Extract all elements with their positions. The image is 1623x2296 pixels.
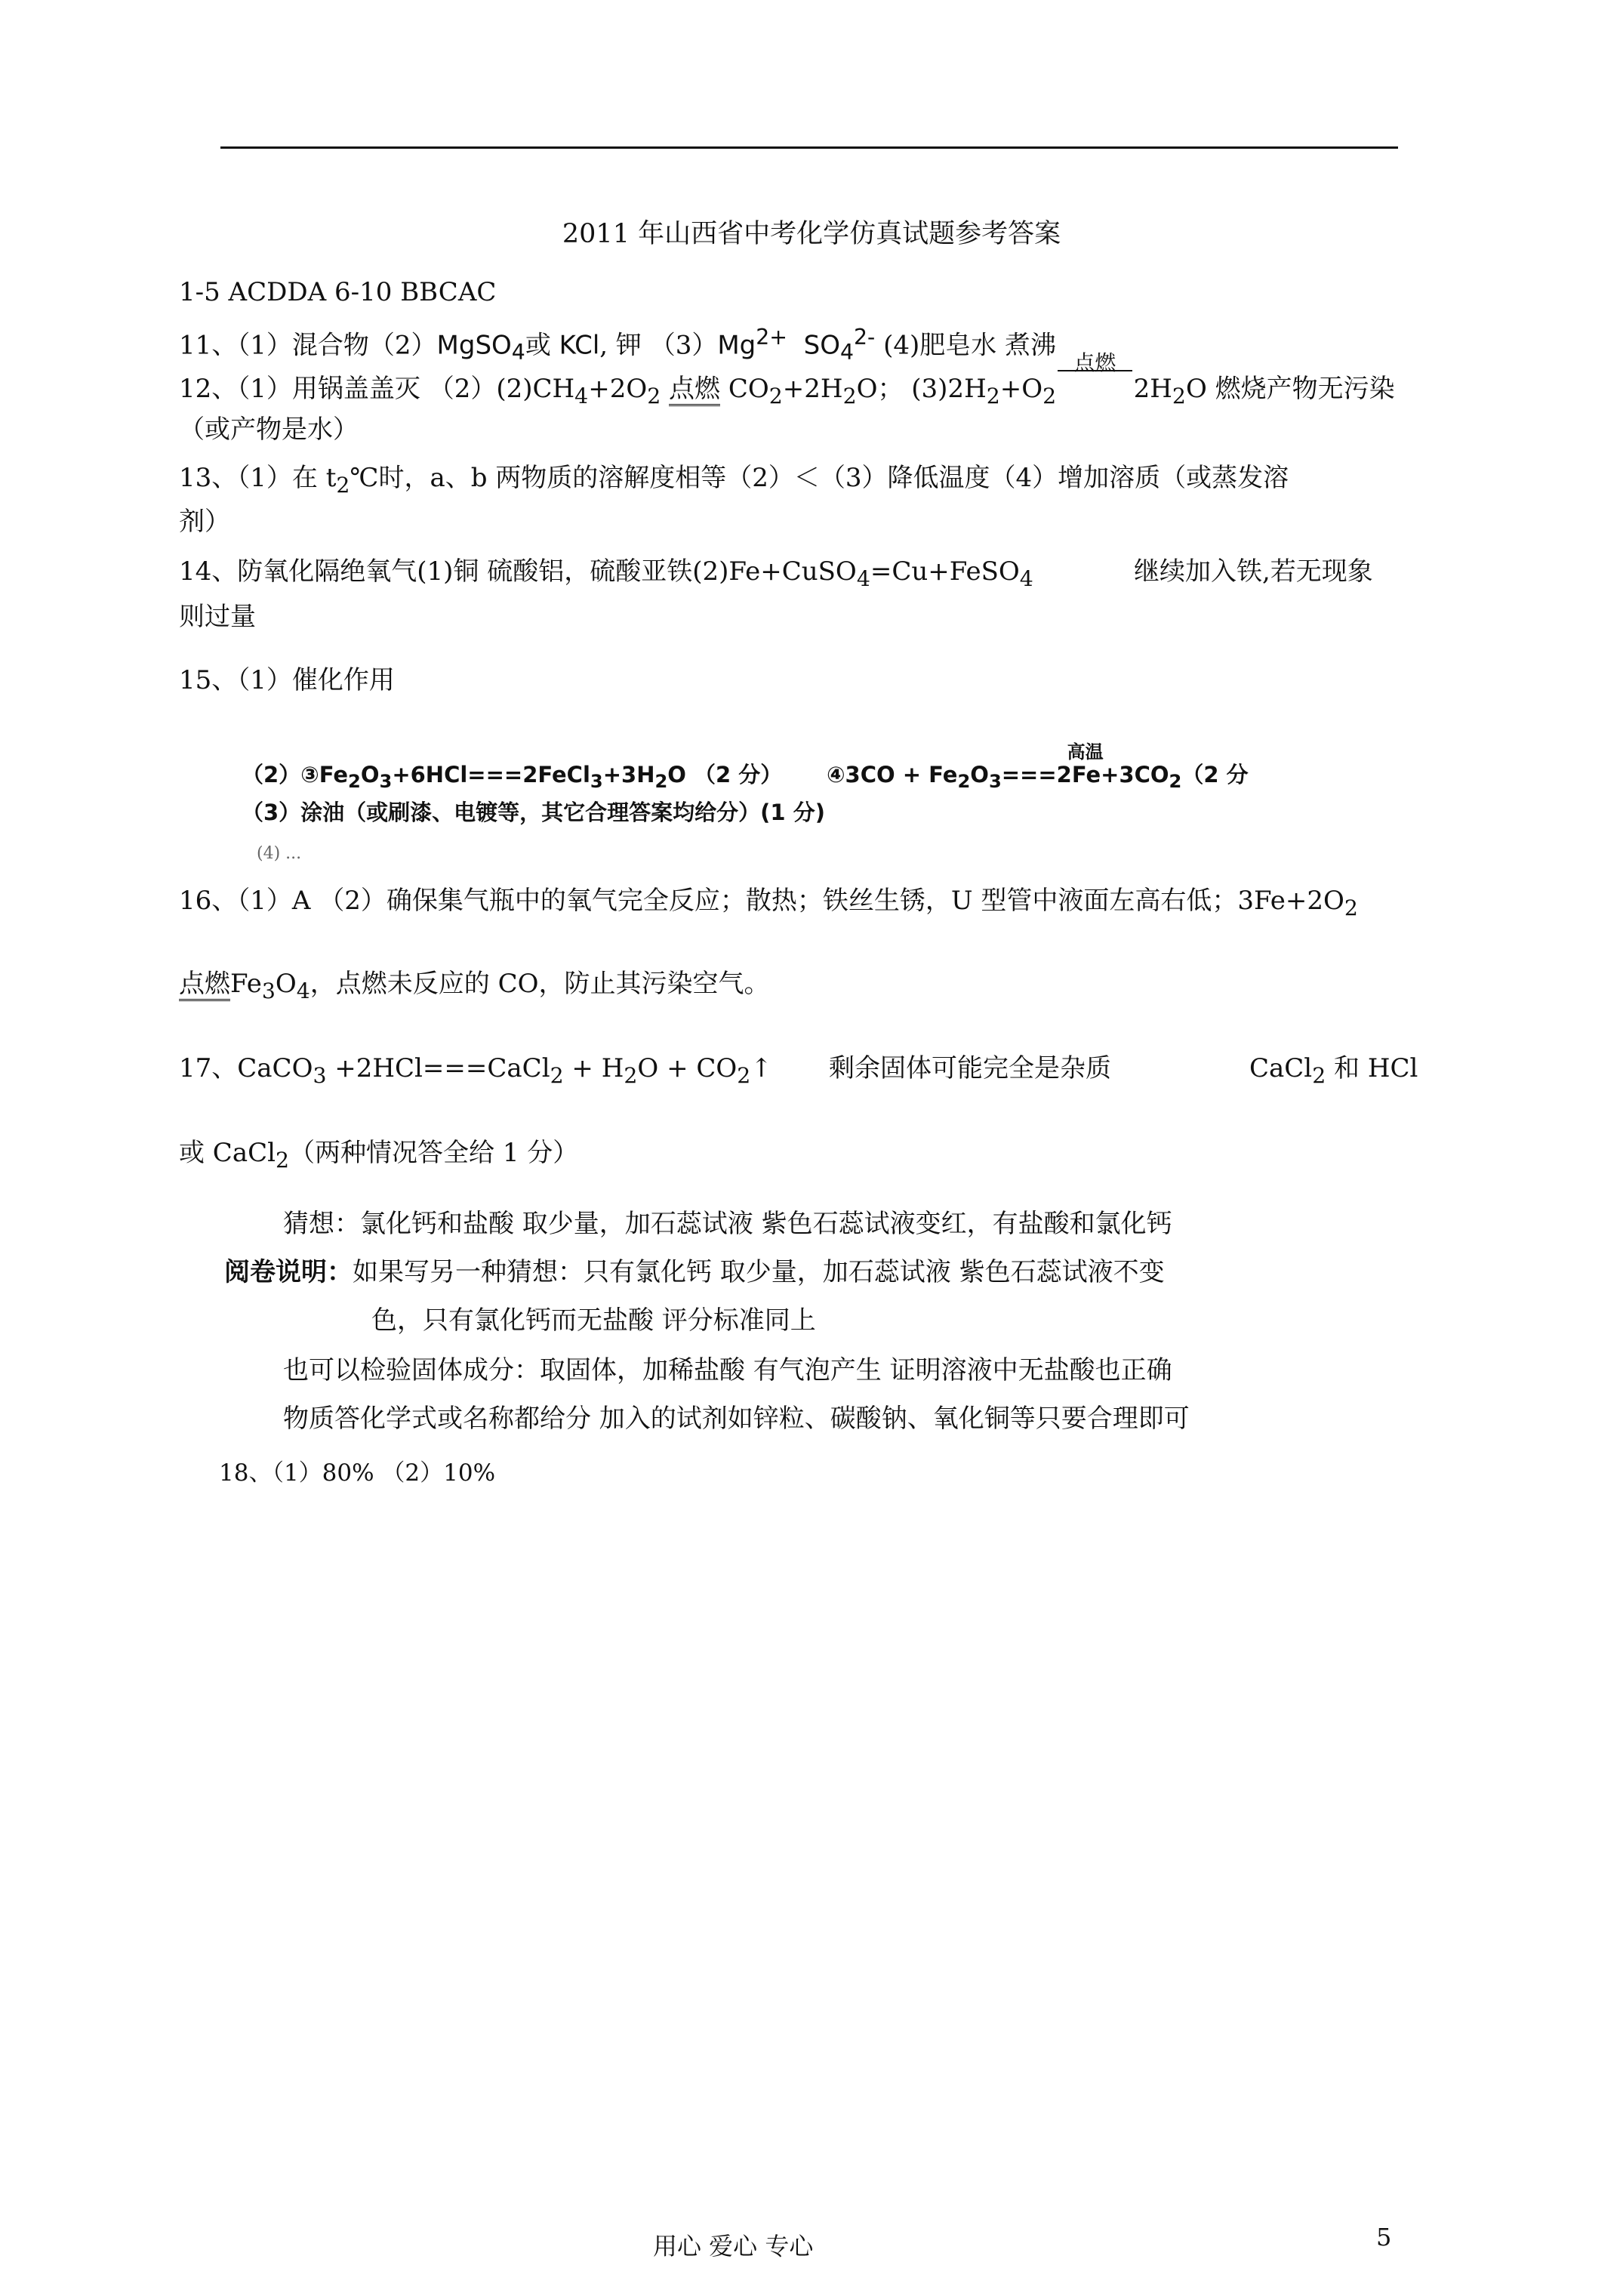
answer-12: 12、（1）用锅盖盖灭 $(2)(2)CH_4+2O_2$ 点燃 $CO_2+2H_2O$； $(3)2H_2+O_2$ 点燃 $2H_2O$ 燃烧产物无污染 (179, 350, 1395, 408)
answer-17: 17、CaCO$_3$ +2HCl===CaCl$_2$ + $H_2O$ + $CO_2↑$ (179, 1053, 772, 1088)
answer-17-products: CaCl$_2$ 和 HCl (1249, 1053, 1418, 1088)
grading-note-3: 也可以检验固体成分：取固体，加稀盐酸 有气泡产生 证明溶液中无盐酸也正确 (283, 1355, 1172, 1385)
grading-note-1: 阅卷说明：如果写另一种猜想：只有氯化钙 取少量，加石蕊试液 紫色石蕊试液不变 (224, 1257, 1165, 1287)
answer-18: 18、（1）80% （2）10% (219, 1459, 496, 1487)
answer-17-cont: 或 CaCl$_2$（两种情况答全给 1 分） (179, 1138, 579, 1173)
page-title: 2011 年山西省中考化学仿真试题参考答案 (562, 219, 1061, 249)
answer-11: 11、（1）混合物（2）MgSO$_4$或 KCl, 钾 $(3)Mg^{2+}$ $SO_4^{2-}$ (4)肥皂水 煮沸 (179, 325, 1057, 365)
answer-12-cont: （或产物是水） (179, 415, 359, 445)
header-rule (220, 146, 1398, 149)
answer-15-part3: （3）涂油（或刷漆、电镀等，其它合理答案均给分）(1 分) (242, 800, 825, 825)
answer-1-10: 1-5 ACDDA 6-10 BBCAC (179, 277, 497, 307)
footer-motto: 用心 爱心 专心 (653, 2232, 814, 2261)
grading-note-label: 阅卷说明： (224, 1257, 353, 1287)
answer-17-guess: 猜想：氯化钙和盐酸 取少量，加石蕊试液 紫色石蕊试液变红，有盐酸和氯化钙 (283, 1209, 1172, 1239)
grading-note-4: 物质答化学式或名称都给分 加入的试剂如锌粒、碳酸钠、氧化铜等只要合理即可 (283, 1404, 1190, 1434)
answer-15-part2: $(2)③Fe_2O_3+6HCl===2FeCl_3+3H_2O$ （2 分） (242, 762, 783, 792)
grading-note-2: 色，只有氯化钙而无盐酸 评分标准同上 (371, 1305, 816, 1336)
answer-14-extra: 继续加入铁,若无现象 (1134, 556, 1373, 587)
answer-13: 13、（1）在 $t_2℃$时，a、b 两物质的溶解度相等（2）＜（3）降低温度（4）增加溶质（或蒸发溶 (179, 463, 1289, 498)
answer-17-residue: 剩余固体可能完全是杂质 (829, 1053, 1111, 1083)
answer-15: 15、（1）催化作用 (179, 665, 395, 695)
answer-16-cont: 点燃$Fe_3O_4$，点燃未反应的 CO，防止其污染空气。 (179, 969, 770, 1003)
page-number: 5 (1376, 2223, 1392, 2251)
answer-16: 16、（1）A （2）确保集气瓶中的氧气完全反应；散热；铁丝生锈，U 型管中液面左高右低；$3Fe+2O_2$ (179, 886, 1358, 920)
answer-13-cont: 剂） (179, 507, 230, 537)
answer-14-cont: 则过量 (179, 602, 256, 632)
answer-15-part4: ④3CO + $Fe_2O_3$ 高温 $===2Fe+3CO_2(2$ 分 (827, 741, 1249, 792)
answer-14: 14、防氧化隔绝氧气(1)铜 硫酸铝，硫酸亚铁(2)Fe+CuSO$_4$=Cu+FeSO$_4$ (179, 556, 1033, 591)
cropped-text: (4) ... (257, 844, 302, 863)
